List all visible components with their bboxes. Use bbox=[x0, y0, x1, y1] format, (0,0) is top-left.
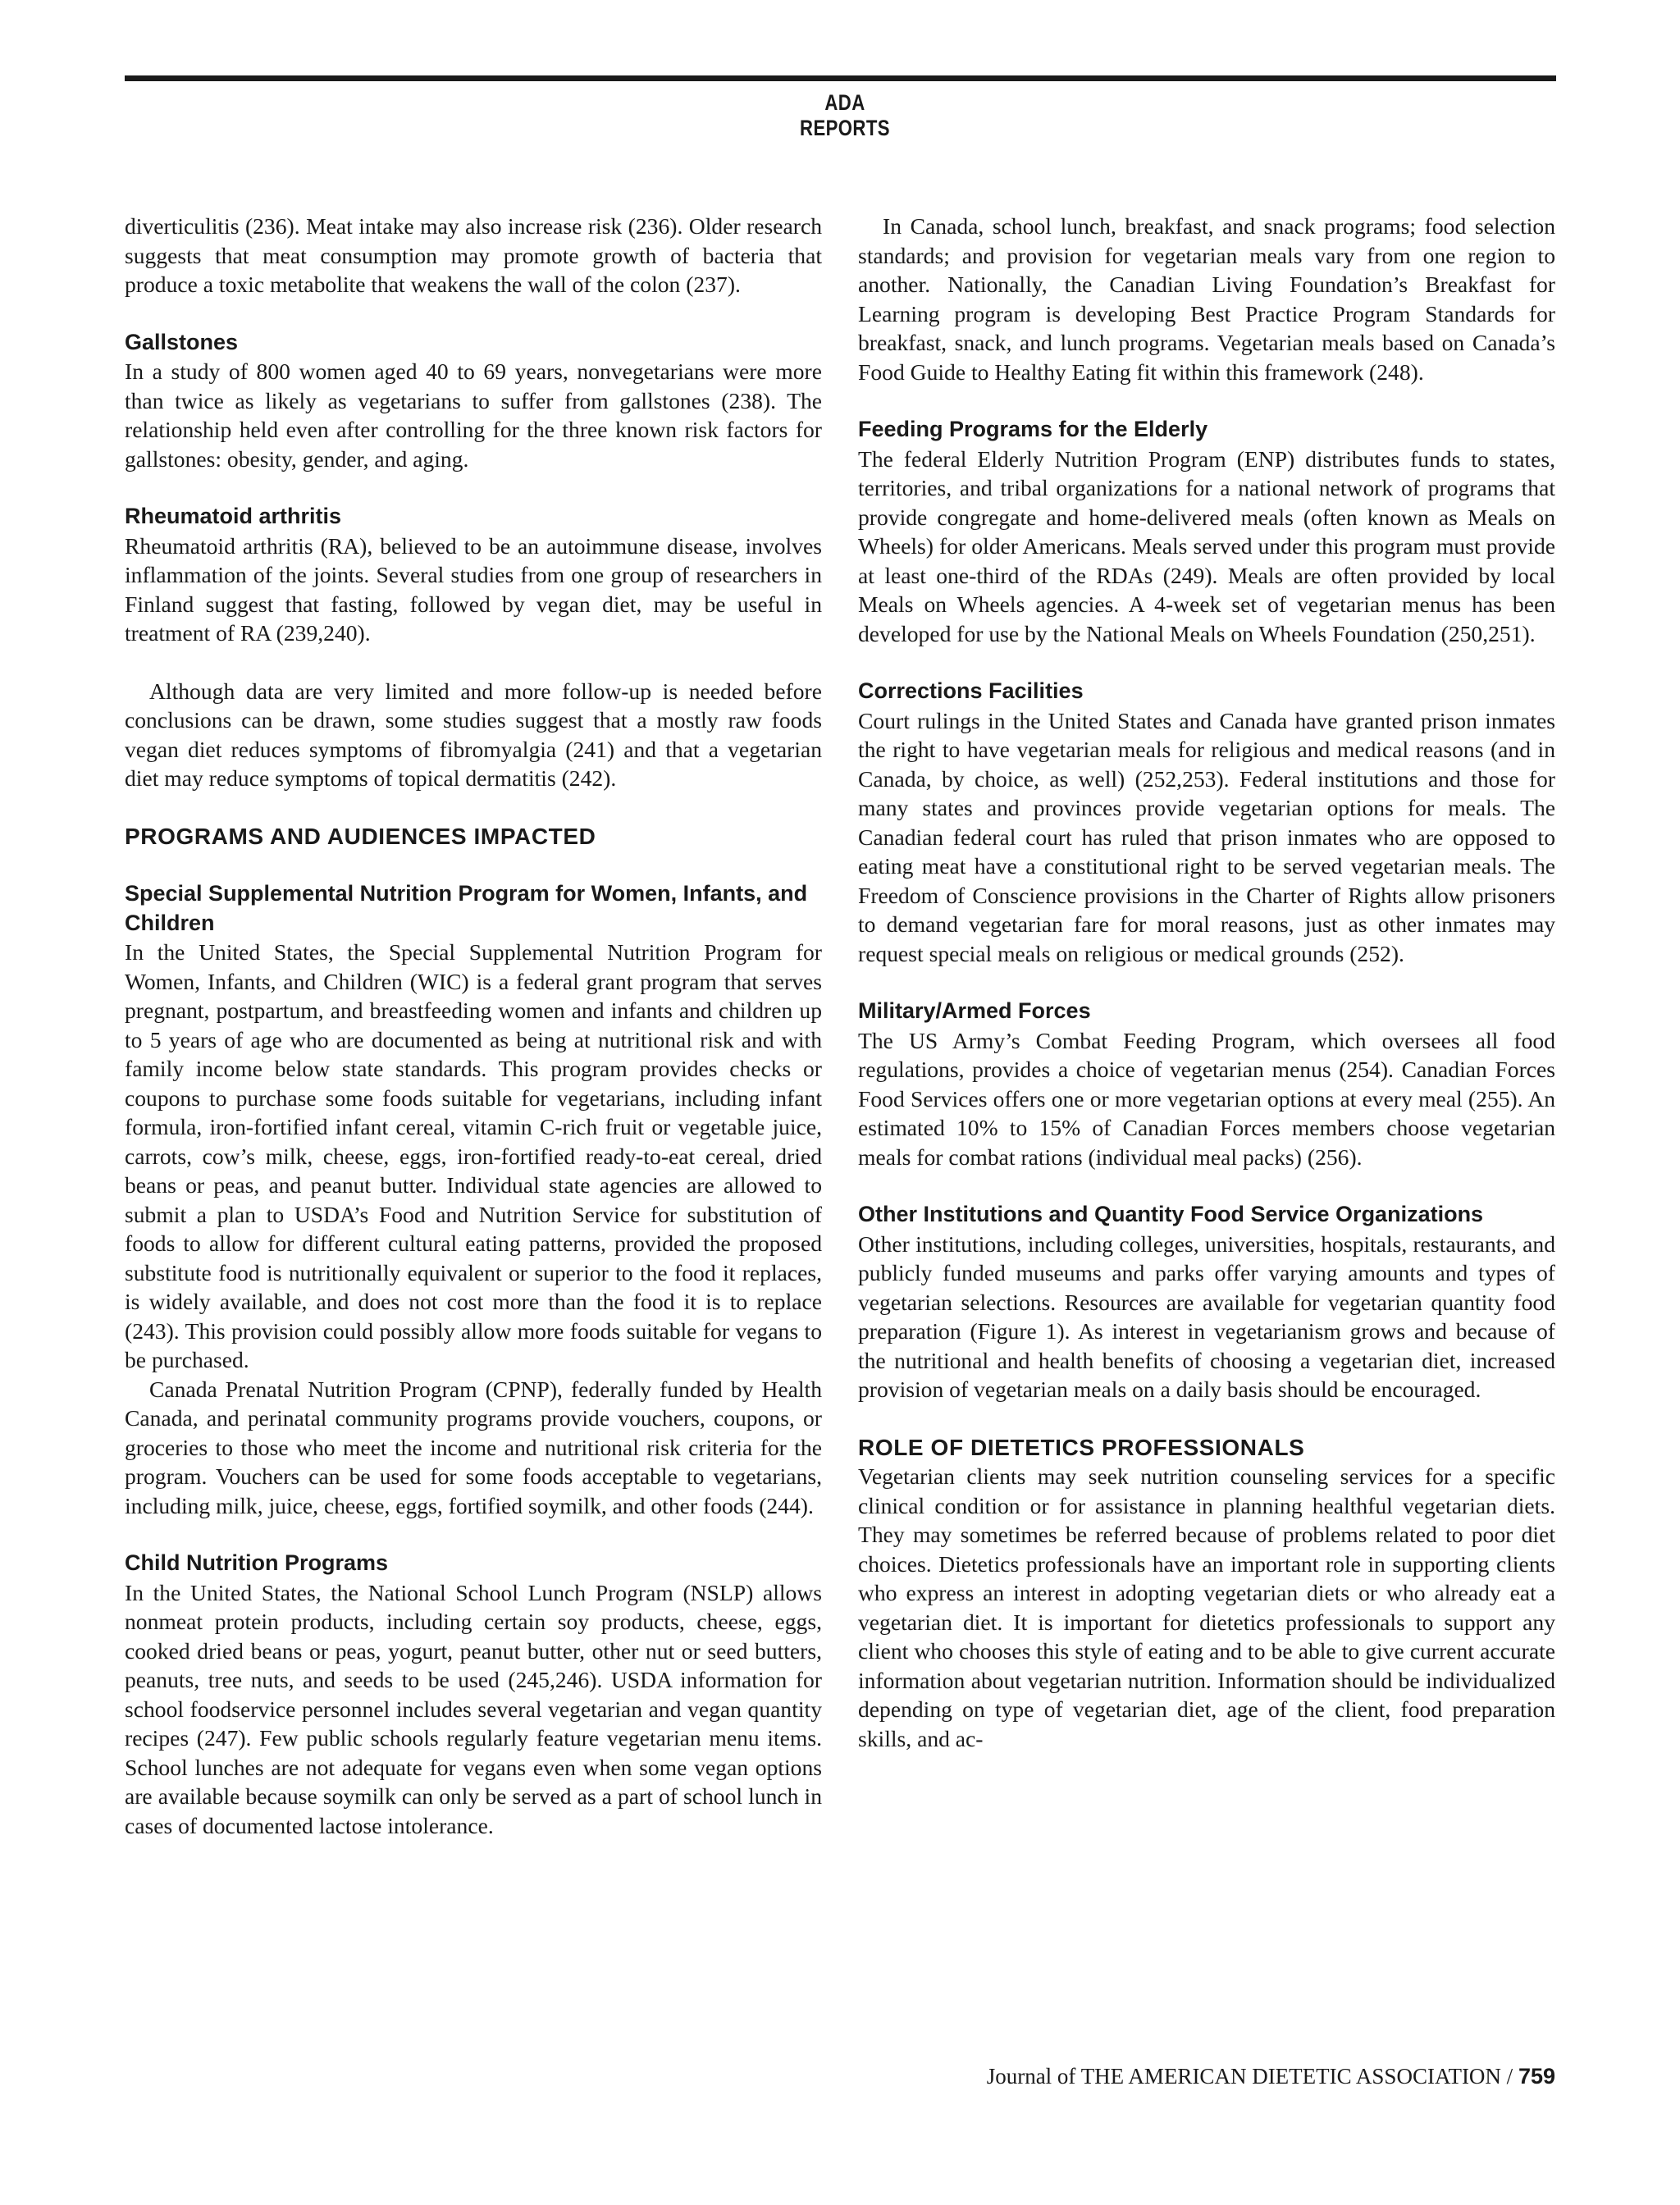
right-column bbox=[858, 212, 1555, 1753]
heading-gallstones: Gallstones bbox=[125, 329, 239, 354]
page-number: 759 bbox=[1518, 2064, 1555, 2089]
header-rule bbox=[125, 75, 1556, 81]
heading-military: Military/Armed Forces bbox=[858, 998, 1091, 1023]
heading-programs-audiences: PROGRAMS AND AUDIENCES IMPACTED bbox=[125, 823, 596, 849]
paragraph-military: The US Army’s Combat Feeding Program, which oversees all food regulations, provides a choice of vegetarian menus (254). Canadian Forces Food Services offers one or more vegetarian options at every meal (255). An estimated 10% to 15% of Canadian Forces members choose vegetarian meals for combat rations (individual meal packs) (256). bbox=[858, 1027, 1555, 1170]
heading-rheumatoid-arthritis: Rheumatoid arthritis bbox=[125, 504, 342, 528]
left-column bbox=[125, 212, 822, 1840]
journal-name: Journal of THE AMERICAN DIETETIC ASSOCIATION / bbox=[986, 2064, 1513, 2089]
heading-other-institutions: Other Institutions and Quantity Food Service Organizations bbox=[858, 1202, 1484, 1226]
paragraph-other-institutions: Other institutions, including colleges, universities, hospitals, restaurants, and publicly funded museums and parks offer varying amounts and types of vegetarian selections. Resources are available for vegetarian quantity food preparation (Figure 1). As interest in vegetarianism grows and because of the nutritional and health benefits of choosing a vegetarian diet, increased provision of vegetarian meals on a daily basis should be encouraged. bbox=[858, 1230, 1555, 1402]
heading-elderly: Feeding Programs for the Elderly bbox=[858, 417, 1208, 441]
page-footer bbox=[987, 2064, 1555, 2089]
heading-wic: Special Supplemental Nutrition Program for Women, Infants, and Children bbox=[125, 881, 808, 935]
heading-child-nutrition: Child Nutrition Programs bbox=[125, 1550, 389, 1575]
paragraph-rheumatoid-arthritis: Rheumatoid arthritis (RA), believed to be an autoimmune disease, involves inflammation of the joints. Several studies from one group of researchers in Finland suggest that fasting, followed by vegan diet, may be useful in treatment of RA (239,240). bbox=[125, 532, 822, 646]
heading-corrections: Corrections Facilities bbox=[858, 678, 1084, 703]
paragraph-wic: In the United States, the Special Supplemental Nutrition Program for Women, Infants, and Children (WIC) is a federal grant program that serves pregnant, postpartum, and breastfeeding women and infants and children up to 5 years of age who are documented as being at nutritional risk and with family income below state standards. This program provides checks or coupons to purchase some foods suitable for vegetarians, including infant formula, iron-fortified infant cereal, vitamin C-rich fruit or vegetable juice, carrots, cow’s milk, cheese, eggs, iron-fortified ready-to-eat cereal, dried beans or peas, and peanut butter. Individual state agencies are allowed to submit a plan to USDA’s Food and Nutrition Service for substitution of foods to allow for different cultural eating patterns, provided the proposed substitute food is nutritionally equivalent or superior to the food it replaces, is widely available, and does not cost more than the food it is to replace (243). This provision could possibly allow more foods suitable for vegans to be purchased. bbox=[125, 939, 822, 1372]
paragraph-child-nutrition: In the United States, the National School Lunch Program (NSLP) allows nonmeat protein products, including certain soy products, cheese, eggs, cooked dried beans or peas, yogurt, peanut butter, other nut or seed butters, peanuts, tree nuts, and seeds to be used (245,246). USDA information for school foodservice personnel includes several vegetarian and vegan quantity recipes (247). Few public schools regularly feature vegetarian menu items. School lunches are not adequate for vegans even when some vegan options are available because soymilk can only be served as a part of school lunch in cases of documented lactose intolerance. bbox=[125, 1579, 822, 1838]
section-label: ADA REPORTS bbox=[800, 90, 890, 140]
paragraph-gallstones: In a study of 800 women aged 40 to 69 years, nonvegetarians were more than twice as likely as vegetarians to suffer from gallstones (238). The relationship held even after controlling for the three known risk factors for gallstones: obesity, gender, and aging. bbox=[125, 358, 822, 472]
heading-role-dietetics: ROLE OF DIETETICS PROFESSIONALS bbox=[858, 1434, 1305, 1460]
paragraph-canada-school: In Canada, school lunch, breakfast, and snack programs; food selection standards; and provision for vegetarian meals vary from one region to another. Nationally, the Canadian Living Foundation’s Breakfast for Learning program is developing Best Practice Program Standards for breakfast, snack, and lunch programs. Vegetarian meals based on Canada’s Food Guide to Healthy Eating fit within this framework (248). bbox=[858, 213, 1555, 385]
paragraph-elderly: The federal Elderly Nutrition Program (ENP) distributes funds to states, territories, and tribal organizations for a national network of programs that provide congregate and home-delivered meals (often known as Meals on Wheels) for older Americans. Meals served under this program must provide at least one-third of the RDAs (249). Meals are often provided by local Meals on Wheels agencies. A 4-week set of vegetarian menus has been developed for use by the National Meals on Wheels Foundation (250,251). bbox=[858, 445, 1555, 646]
paragraph-corrections: Court rulings in the United States and Canada have granted prison inmates the right to have vegetarian meals for religious and medical reasons (and in Canada, by choice, as well) (252,253). Federal institutions and those for many states and provinces provide vegetarian options for meals. The Canadian federal court has ruled that prison inmates who are opposed to eating meat have a constitutional right to be served vegetarian meals. The Freedom of Conscience provisions in the Charter of Rights allow prisoners to demand vegetarian fare for moral reasons, just as other inmates may request special meals on religious or medical grounds (252). bbox=[858, 707, 1555, 966]
paragraph-cpnp: Canada Prenatal Nutrition Program (CPNP), federally funded by Health Canada, and perinatal community programs provide vouchers, coupons, or groceries to those who meet the income and nutritional risk criteria for the program. Vouchers can be used for some foods acceptable to vegetarians, including milk, juice, cheese, eggs, fortified soymilk, and other foods (244). bbox=[125, 1376, 822, 1518]
paragraph-fibromyalgia: Although data are very limited and more follow-up is needed before conclusions can be drawn, some studies suggest that a mostly raw foods vegan diet reduces symptoms of fibromyalgia (241) and that a vegetarian diet may reduce symptoms of topical dermatitis (242). bbox=[125, 678, 822, 791]
paragraph-role-dietetics: Vegetarian clients may seek nutrition counseling services for a specific clinical condition or for assistance in planning healthful vegetarian diets. They may sometimes be referred because of problems related to poor diet choices. Dietetics professionals have an important role in supporting clients who express an interest in adopting vegetarian diets or who already eat a vegetarian diet. It is important for dietetics professionals to support any client who chooses this style of eating and to be able to give current accurate information about vegetarian nutrition. Information should be individualized depending on type of vegetarian diet, age of the client, food preparation skills, and ac- bbox=[858, 1463, 1555, 1751]
paragraph-diverticulitis: diverticulitis (236). Meat intake may also increase risk (236). Older research suggests that meat consumption may promote growth of bacteria that produce a toxic metabolite that weakens the wall of the colon (237). bbox=[125, 213, 822, 297]
